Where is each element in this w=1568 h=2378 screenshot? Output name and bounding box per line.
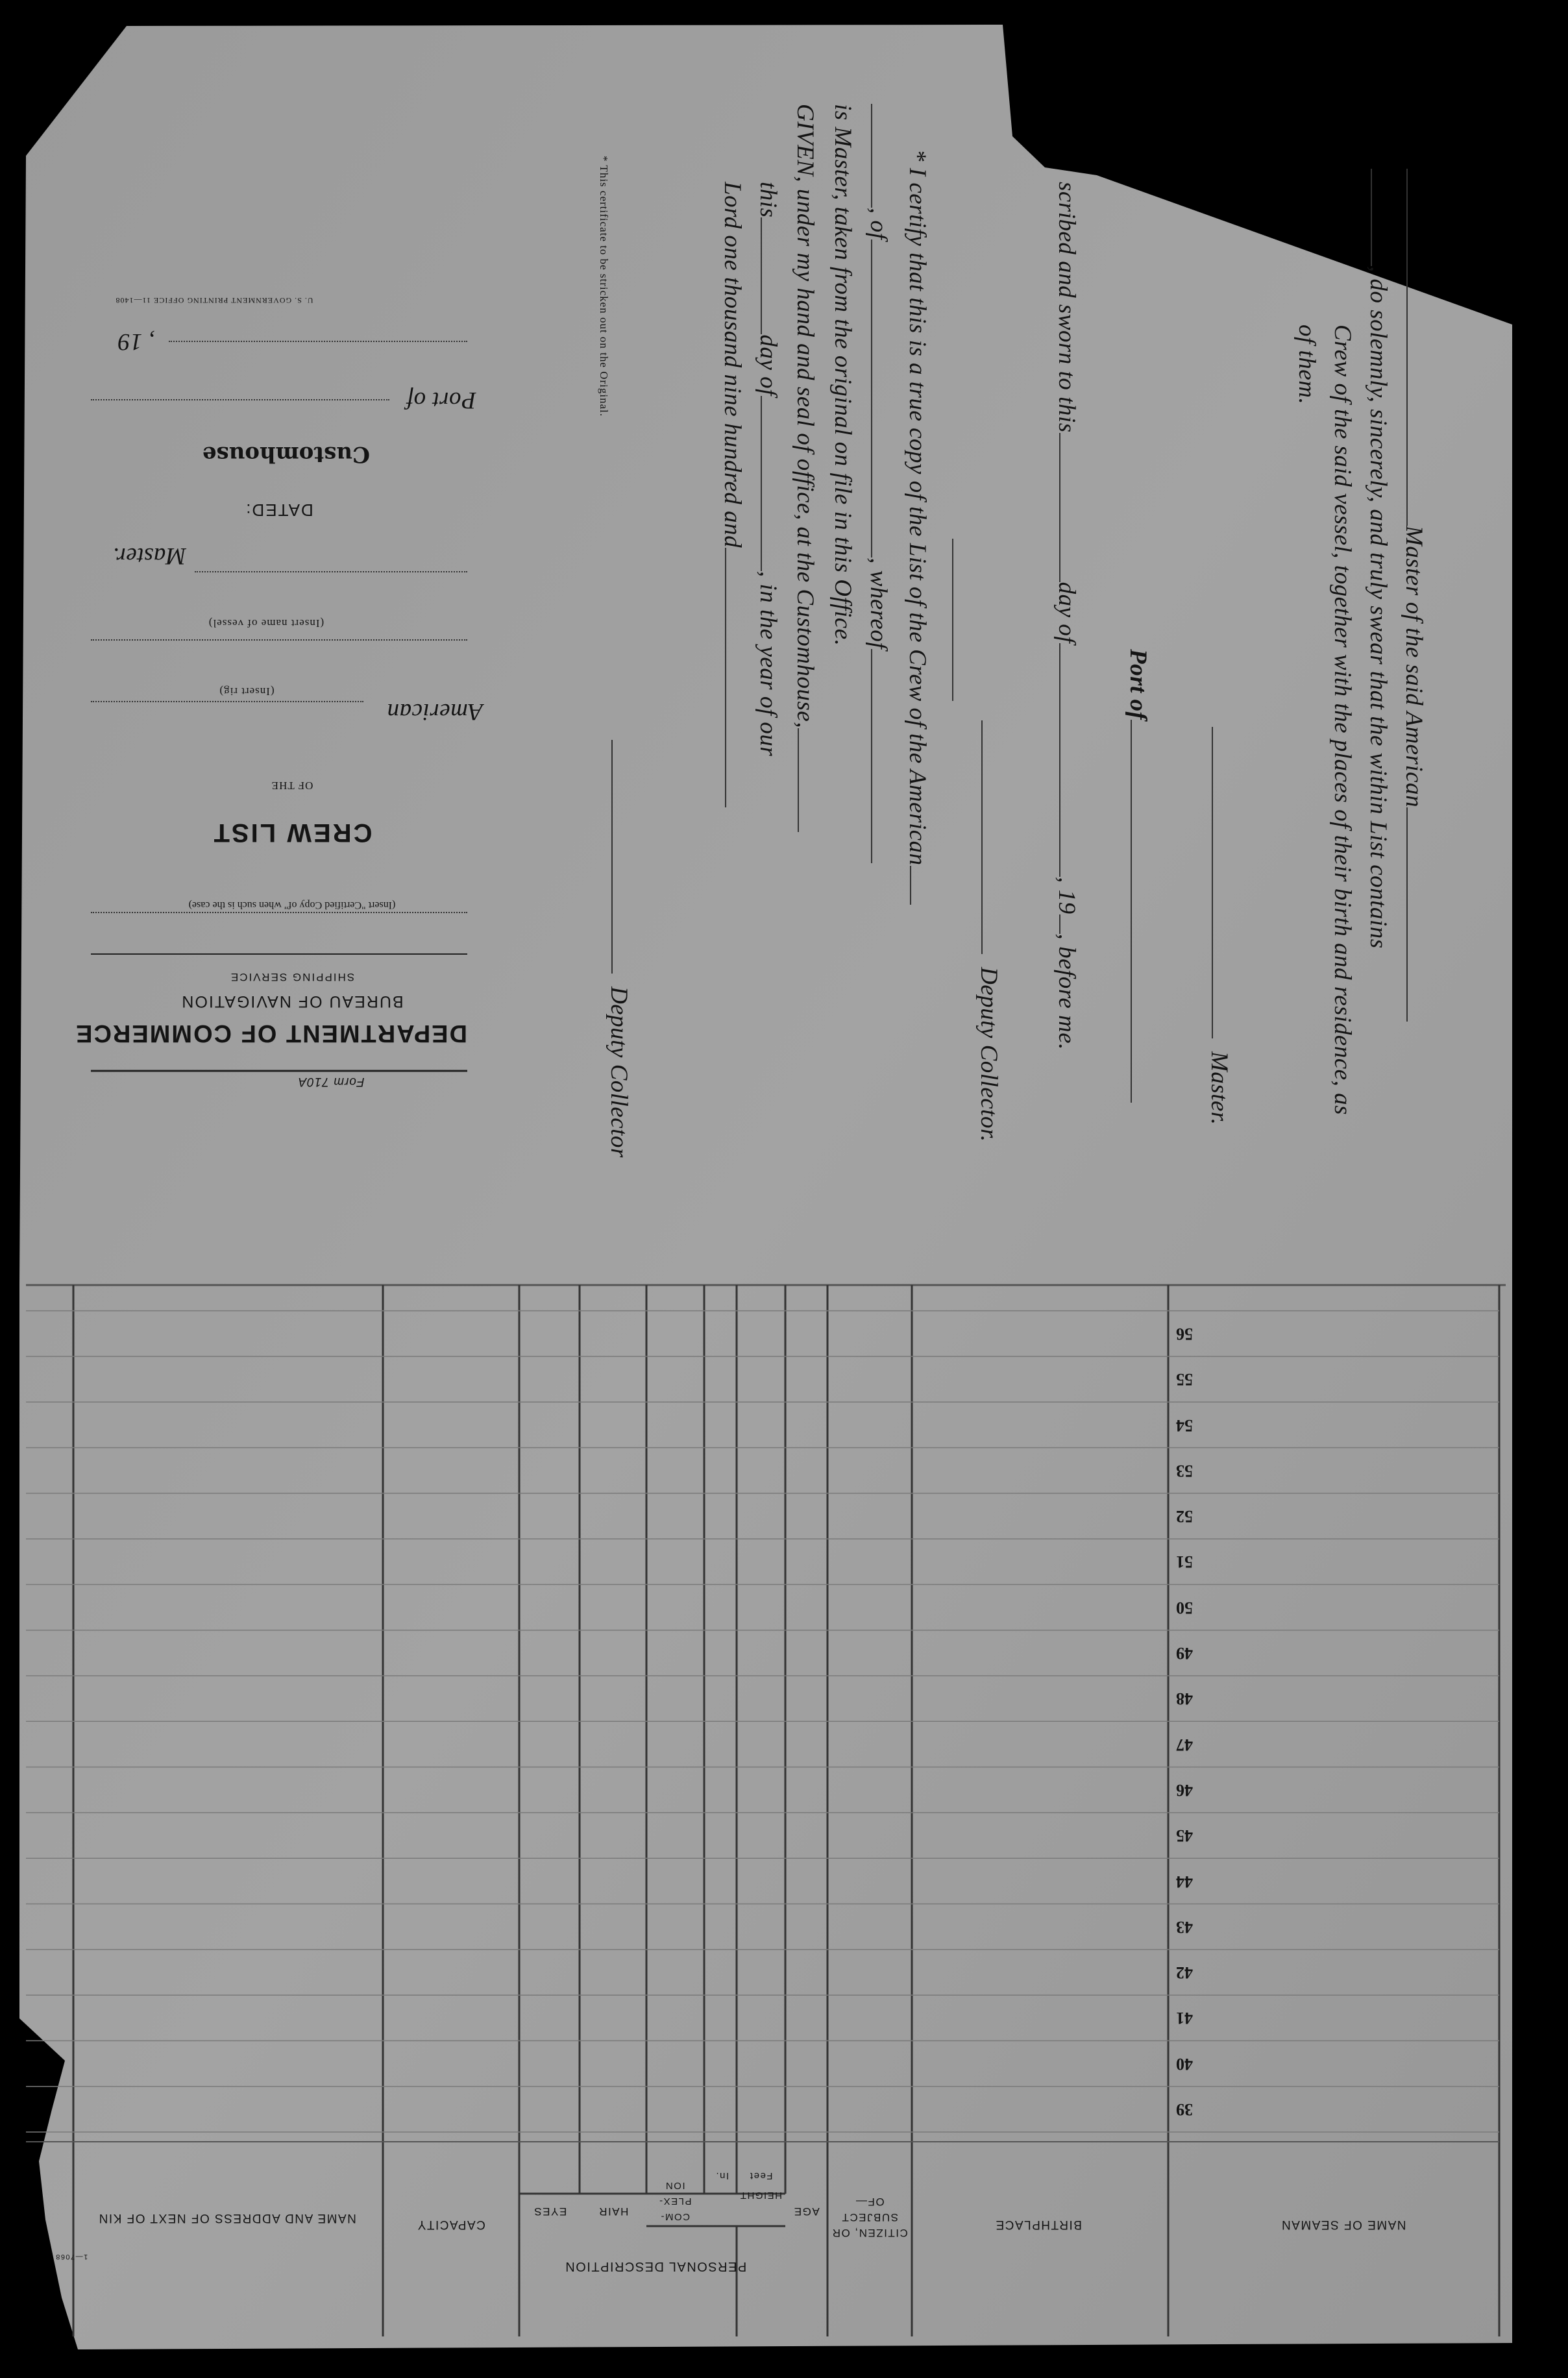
certificate-line2: is Master, taken from the original on file in this Office. [829,104,856,646]
certificate-footnote: * This certificate to be stricken out on the Original. [598,156,610,417]
oath-deputy-collector: Deputy Collector. [975,720,1003,1142]
dated-label: DATED: [245,500,313,520]
row-number-41: 41 [1176,2009,1193,2028]
printer-mark: 1—7068 [55,2253,88,2261]
of-the-label: OF THE [271,779,313,792]
certified-line [91,912,467,913]
row-number-49: 49 [1176,1644,1193,1663]
certificate-lord-line: Lord one thousand nine hundred and [718,182,746,807]
port-of-label: Port of [406,387,476,413]
header-in: In. [715,2170,729,2181]
header-height: HEIGHT [739,2190,782,2201]
insert-vessel-note: (Insert name of vessel) [208,617,325,630]
vessel-line [91,639,467,641]
bureau-name: BUREAU OF NAVIGATION [180,992,404,1011]
year-label: , 19 [117,328,155,355]
row-number-45: 45 [1176,1826,1193,1846]
row-number-43: 43 [1176,1917,1193,1937]
certificate-line3: GIVEN, under my hand and seal of office, at the Customhouse, [791,104,819,832]
row-number-54: 54 [1176,1416,1193,1435]
certified-copy-note: (Insert "Certified Copy of" when such is the case) [188,900,396,911]
header-citizen: CITIZEN, OR SUBJECT OF— [831,2196,908,2239]
header-name-of-seaman: NAME OF SEAMAN [1280,2218,1406,2231]
row-number-51: 51 [1176,1552,1193,1572]
oath-line4: of them. [1293,325,1320,405]
oath-line3: Crew of the said vessel, together with the places of their birth and residence, as [1329,325,1356,1115]
header-next-of-kin: NAME AND ADDRESS OF NEXT OF KIN [98,2211,356,2225]
header-capacity: CAPACITY [417,2218,485,2231]
header-personal-description: PERSONAL DESCRIPTION [564,2259,747,2274]
certificate-line1: * I certify that this is a true copy of the List of the Crew of the American [903,149,931,905]
header-height-units [740,2168,782,2183]
master-label: Master. [112,543,186,569]
oath-master: Master. [1205,727,1233,1125]
printer-imprint: U. S. GOVERNMENT PRINTING OFFICE 11—1408 [115,296,313,305]
rig-line [91,701,363,702]
row-number-55: 55 [1176,1370,1193,1390]
oath-port-of: Port of [1124,649,1152,1103]
department-name: DEPARTMENT OF COMMERCE [75,1020,467,1047]
oath-subscribed-line: scribed and sworn to thisday of, 19, before me. [1053,182,1080,1050]
row-number-39: 39 [1176,2100,1193,2119]
customhouse-label: Customhouse [202,441,370,467]
certificate-vessel-line: , of, whereof [864,104,892,863]
crew-list-title: CREW LIST [212,818,373,847]
oath-line1: Master of the said American [1400,169,1428,1022]
row-number-46: 46 [1176,1780,1193,1800]
oath-line2: , do solemnly, sincerely, and truly swear that the within List contains [1364,169,1392,949]
header-eyes: EYES [533,2205,567,2218]
certificate-date-line: thisday of, in the year of our [755,182,781,757]
port-line [91,399,389,400]
row-number-50: 50 [1176,1598,1193,1617]
american-label: American [387,698,483,725]
row-number-42: 42 [1176,1963,1193,1983]
row-number-48: 48 [1176,1689,1193,1709]
row-number-47: 47 [1176,1735,1193,1754]
row-number-53: 53 [1176,1461,1193,1480]
header-age: AGE [793,2205,820,2218]
certificate-deputy-collector: Deputy Collector [605,740,633,1158]
row-number-52: 52 [1176,1507,1193,1526]
year-line [169,341,467,342]
service-name: SHIPPING SERVICE [229,971,355,983]
header-hair: HAIR [598,2205,629,2218]
header-birthplace: BIRTHPLACE [995,2218,1082,2231]
row-number-56: 56 [1176,1324,1193,1343]
header-feet: Feet [749,2170,773,2181]
row-number-40: 40 [1176,2054,1193,2074]
master-line [195,571,467,572]
header-complexion: COM-PLEX-ION [658,2180,692,2222]
row-number-44: 44 [1176,1872,1193,1891]
form-number: Form 710A [297,1075,365,1088]
insert-rig-note: (Insert rig) [219,685,275,698]
